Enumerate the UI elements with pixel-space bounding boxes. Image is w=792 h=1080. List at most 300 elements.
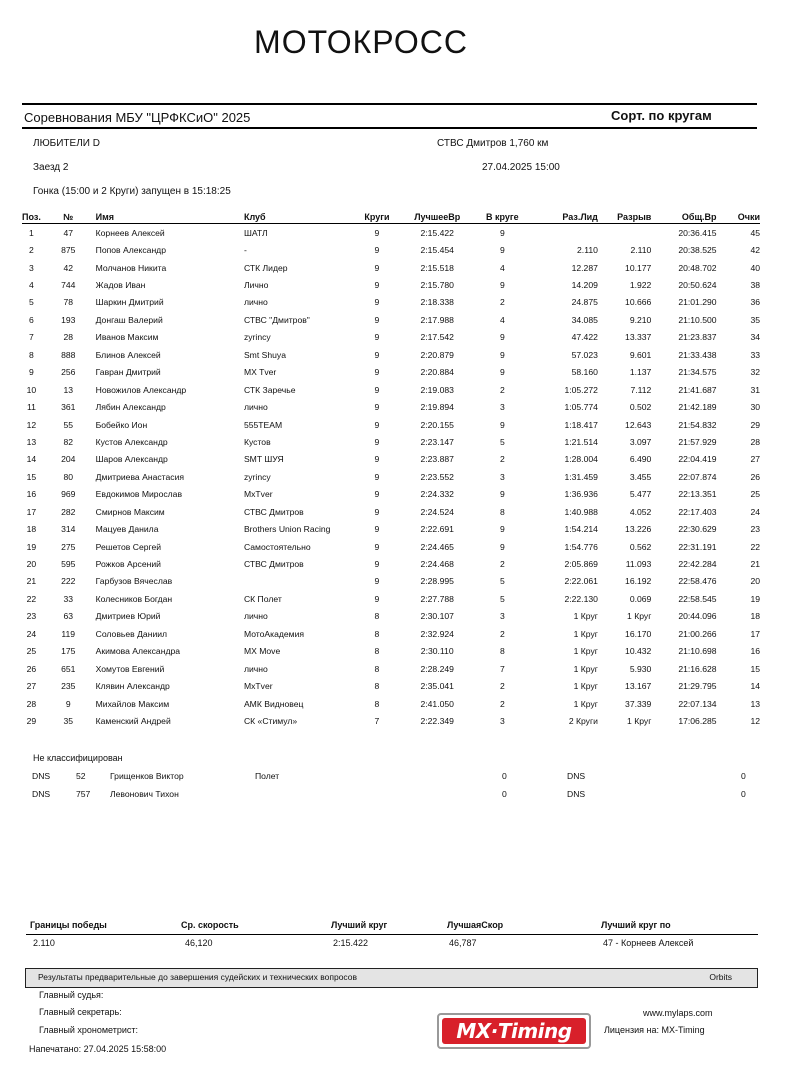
cell-in-lap: 5: [499, 436, 505, 447]
cell-laps: 9: [374, 436, 380, 447]
cell-points: 13: [750, 698, 760, 709]
cell-name: Лябин Александр: [95, 402, 166, 413]
cell-points: 40: [750, 262, 760, 273]
cell-gap: 3.097: [629, 436, 652, 447]
cell-club: лично: [243, 611, 268, 622]
win-margin-label: Границы победы: [30, 920, 107, 930]
cell-name: Гарбузов Вячеслав: [95, 576, 173, 587]
not-classified-label: Не классифицирован: [33, 753, 123, 763]
cell-in-lap: 3: [499, 611, 505, 622]
table-row: [22, 329, 760, 346]
cell-points: 22: [750, 541, 760, 552]
preliminary-notice: Результаты предварительные до завершения судейских и технических вопросов: [38, 972, 358, 982]
cell-total-time: 21:54.832: [678, 419, 717, 430]
cell-name: Жадов Иван: [95, 280, 146, 291]
cell-laps: 9: [374, 367, 380, 378]
cell-number: 42: [63, 262, 74, 273]
cell-pos: 7: [29, 332, 34, 343]
cell-gap-leader: 1 Круг: [573, 663, 598, 674]
dns-name: Грищенков Виктор: [110, 771, 184, 781]
cell-gap-leader: 2:05.869: [564, 559, 598, 570]
cell-in-lap: 8: [499, 646, 505, 657]
cell-pos: 24: [26, 628, 37, 639]
cell-total-time: 20:38.525: [678, 245, 717, 256]
cell-gap-leader: 1 Круг: [573, 611, 598, 622]
cell-number: 55: [63, 419, 74, 430]
cell-gap: [598, 224, 651, 242]
table-row: [22, 398, 760, 415]
cell-best-time: 2:17.542: [420, 332, 454, 343]
cell-pos: 25: [26, 646, 37, 657]
cell-name: Дмитриева Анастасия: [95, 471, 185, 482]
cell-best-time: 2:24.524: [420, 506, 454, 517]
col-points: Очки: [717, 210, 760, 224]
cell-pos: 28: [26, 698, 37, 709]
dns-number: 52: [76, 771, 86, 781]
cell-club: MX Move: [243, 646, 281, 657]
cell-laps: 9: [374, 419, 380, 430]
cell-name: Кустов Александр: [95, 436, 168, 447]
cell-gap: 1.137: [629, 367, 652, 378]
cell-points: 30: [750, 402, 760, 413]
cell-gap-leader: 2:22.130: [564, 593, 598, 604]
cell-points: 12: [750, 715, 760, 726]
cell-points: 36: [750, 297, 760, 308]
cell-club: СК Полет: [243, 593, 282, 604]
cell-total-time: 22:13.351: [678, 489, 717, 500]
cell-total-time: 21:16.628: [678, 663, 717, 674]
table-row: [22, 259, 760, 276]
table-row: [22, 276, 760, 293]
cell-number: 595: [61, 559, 76, 570]
cell-best-time: 2:15.422: [420, 227, 454, 238]
cell-laps: 8: [374, 663, 380, 674]
cell-number: 235: [61, 681, 76, 692]
table-row: [22, 241, 760, 258]
chief-secretary: Главный секретарь:: [39, 1007, 122, 1017]
track-info: СТВС Дмитров 1,760 км: [437, 138, 549, 149]
cell-pos: 11: [26, 402, 36, 413]
cell-name: Молчанов Никита: [95, 262, 167, 273]
col-name: Имя: [96, 210, 244, 224]
cell-laps: 8: [374, 628, 380, 639]
cell-gap-leader: 1:21.514: [564, 436, 598, 447]
cell-best-time: 2:23.887: [420, 454, 454, 465]
col-total-time: Общ.Вр: [651, 210, 716, 224]
dns-gap-leader: DNS: [567, 771, 586, 781]
cell-club: 555TEAM: [243, 419, 283, 430]
table-row: [22, 643, 760, 660]
cell-name: Клявин Александр: [95, 681, 170, 692]
cell-number: 744: [61, 280, 76, 291]
chief-timekeeper: Главный хронометрист:: [39, 1025, 139, 1035]
cell-total-time: 21:10.698: [678, 646, 717, 657]
cell-gap-leader: 1:54.214: [564, 524, 598, 535]
cell-points: 28: [750, 436, 760, 447]
competition-name: Соревнования МБУ "ЦРФКСиО" 2025: [24, 110, 251, 125]
cell-number: 9: [65, 698, 71, 709]
cell-total-time: 21:23.837: [678, 332, 717, 343]
cell-number: 47: [63, 227, 74, 238]
cell-laps: 9: [374, 524, 380, 535]
cell-pos: 5: [29, 297, 34, 308]
cell-name: Смирнов Максим: [95, 506, 165, 517]
cell-best-time: 2:27.788: [420, 593, 454, 604]
cell-gap: 6.490: [629, 454, 652, 465]
cell-total-time: 21:00.266: [678, 628, 717, 639]
page-title: МОТОКРОСС: [254, 24, 468, 60]
cell-total-time: 22:42.284: [678, 559, 717, 570]
cell-number: 80: [63, 471, 74, 482]
cell-number: 204: [61, 454, 76, 465]
cell-pos: 4: [29, 280, 34, 291]
cell-gap-leader: 1:05.272: [564, 384, 598, 395]
cell-number: 275: [61, 541, 76, 552]
cell-best-time: 2:15.780: [420, 280, 454, 291]
cell-number: 361: [61, 402, 76, 413]
cell-laps: 9: [374, 332, 380, 343]
cell-gap: 13.226: [625, 524, 652, 535]
cell-club: СТК Лидер: [243, 262, 288, 273]
cell-club: АМК Видновец: [243, 698, 304, 709]
cell-laps: 8: [374, 646, 380, 657]
cell-total-time: 22:07.134: [678, 698, 717, 709]
cell-points: 26: [750, 471, 760, 482]
table-row: [22, 468, 760, 485]
header-bottom-rule: [22, 127, 757, 129]
cell-laps: 8: [374, 681, 380, 692]
cell-gap-leader: 1:28.004: [564, 454, 598, 465]
cell-number: 28: [63, 332, 74, 343]
cell-name: Дмитриев Юрий: [95, 611, 161, 622]
cell-in-lap: 9: [499, 245, 505, 256]
cell-gap: 0.562: [629, 541, 652, 552]
cell-points: 19: [750, 593, 760, 604]
table-row: [22, 712, 760, 729]
dns-club: Полет: [255, 771, 280, 781]
cell-number: 35: [63, 715, 74, 726]
cell-laps: 9: [374, 297, 380, 308]
cell-number: 282: [61, 506, 76, 517]
cell-gap: 10.432: [625, 646, 652, 657]
cell-best-time: 2:35.041: [420, 681, 454, 692]
cell-points: 24: [750, 506, 760, 517]
dns-status: DNS: [32, 771, 51, 781]
cell-club: MX Tver: [243, 367, 277, 378]
cell-points: 42: [750, 245, 760, 256]
cell-number: 82: [63, 436, 74, 447]
cell-club: Лично: [243, 280, 269, 291]
cell-gap-leader: 1:40.988: [564, 506, 598, 517]
cell-name: Каменский Андрей: [95, 715, 171, 726]
cell-number: 888: [61, 349, 76, 360]
cell-best-time: 2:22.691: [420, 524, 454, 535]
cell-club: СТВС Дмитров: [243, 506, 304, 517]
cell-laps: 9: [374, 227, 380, 238]
table-row: [22, 416, 760, 433]
cell-gap-leader: 2 Круги: [568, 715, 598, 726]
cell-club: Кустов: [243, 436, 271, 447]
header-top-rule: [22, 103, 757, 105]
cell-name: Корнеев Алексей: [95, 227, 165, 238]
cell-gap-leader: [529, 224, 598, 242]
class-name: ЛЮБИТЕЛИ D: [33, 138, 100, 149]
cell-gap-leader: 1:05.774: [564, 402, 598, 413]
cell-best-time: 2:20.879: [420, 349, 454, 360]
table-row: [22, 660, 760, 677]
cell-total-time: 20:36.415: [678, 227, 717, 238]
cell-laps: 9: [374, 280, 380, 291]
cell-number: 875: [61, 245, 76, 256]
col-gap: Разрыв: [598, 210, 651, 224]
cell-best-time: 2:19.083: [420, 384, 454, 395]
table-row: [22, 503, 760, 520]
cell-best-time: 2:30.110: [420, 646, 454, 657]
table-row: [22, 224, 760, 242]
cell-pos: 2: [29, 245, 34, 256]
table-row: [22, 695, 760, 712]
best-speed-label: ЛучшаяСкор: [447, 920, 504, 930]
cell-best-time: 2:18.338: [420, 297, 454, 308]
cell-laps: 9: [374, 559, 380, 570]
cell-pos: 29: [26, 715, 37, 726]
cell-pos: 12: [26, 419, 37, 430]
table-row: [22, 433, 760, 450]
cell-best-time: 2:30.107: [420, 611, 454, 622]
cell-name: Мацуев Данила: [95, 524, 159, 535]
cell-name: Михайлов Максим: [95, 698, 170, 709]
cell-best-time: 2:24.468: [420, 559, 454, 570]
cell-laps: 9: [374, 454, 380, 465]
cell-gap: 16.192: [625, 576, 652, 587]
preliminary-notice-bar: [25, 968, 758, 988]
cell-gap: 16.170: [625, 628, 652, 639]
best-speed-value: 46,787: [449, 938, 477, 948]
heat-label: Заезд 2: [33, 162, 69, 173]
cell-club: СТК Заречье: [243, 384, 296, 395]
cell-in-lap: 5: [499, 576, 505, 587]
cell-name: Хомутов Евгений: [95, 663, 165, 674]
dns-points: 0: [741, 771, 746, 781]
cell-in-lap: 9: [499, 524, 505, 535]
cell-in-lap: 9: [499, 489, 505, 500]
cell-club: zyrincy: [243, 471, 271, 482]
cell-total-time: 21:01.290: [678, 297, 717, 308]
table-row: [22, 311, 760, 328]
cell-points: 31: [750, 384, 760, 395]
cell-club: Smt Shuya: [243, 349, 286, 360]
cell-points: 15: [750, 663, 760, 674]
col-laps: Круги: [355, 210, 398, 224]
col-in-lap: В круге: [476, 210, 529, 224]
cell-gap: 13.337: [625, 332, 652, 343]
col-pos: Поз.: [22, 211, 41, 222]
cell-gap-leader: 1:31.459: [564, 471, 598, 482]
cell-pos: 9: [29, 367, 34, 378]
cell-best-time: 2:17.988: [420, 314, 454, 325]
table-row: [22, 590, 760, 607]
best-lap-value: 2:15.422: [333, 938, 369, 948]
cell-pos: 8: [29, 349, 34, 360]
cell-laps: 9: [374, 489, 380, 500]
cell-points: 34: [750, 332, 760, 343]
cell-in-lap: 8: [499, 506, 505, 517]
cell-pos: 14: [26, 454, 37, 465]
cell-total-time: 22:58.476: [678, 576, 717, 587]
cell-pos: 3: [29, 262, 34, 273]
cell-gap-leader: 1 Круг: [573, 646, 598, 657]
avg-speed-label: Ср. скорость: [181, 920, 239, 930]
cell-club: Самостоятельно: [243, 541, 311, 552]
cell-total-time: 20:44.096: [678, 611, 717, 622]
cell-in-lap: 7: [499, 663, 505, 674]
cell-total-time: 21:57.929: [678, 436, 717, 447]
cell-laps: 8: [374, 611, 380, 622]
cell-in-lap: 9: [499, 419, 505, 430]
cell-total-time: 22:04.419: [678, 454, 717, 465]
table-row: [22, 294, 760, 311]
cell-in-lap: 9: [499, 541, 505, 552]
cell-laps: 9: [374, 471, 380, 482]
cell-number: 78: [63, 297, 74, 308]
cell-pos: 17: [26, 506, 37, 517]
cell-club: СТВС Дмитров: [243, 559, 304, 570]
cell-best-time: 2:15.454: [420, 245, 454, 256]
best-lap-label: Лучший круг: [331, 920, 388, 930]
cell-gap: 7.112: [630, 384, 652, 395]
cell-gap-leader: 57.023: [571, 349, 598, 360]
cell-gap-leader: 1:36.936: [564, 489, 598, 500]
cell-club: -: [243, 245, 247, 256]
cell-name: Решетов Сергей: [95, 541, 162, 552]
cell-gap-leader: 1 Круг: [573, 698, 598, 709]
cell-gap: 12.643: [625, 419, 652, 430]
cell-in-lap: 5: [499, 593, 505, 604]
cell-gap: 10.177: [625, 262, 652, 273]
cell-gap: 0.069: [629, 593, 652, 604]
table-row: [22, 346, 760, 363]
cell-number: 314: [61, 524, 76, 535]
cell-name: Попов Александр: [95, 245, 166, 256]
sort-mode: Сорт. по кругам: [611, 108, 712, 123]
cell-number: 256: [61, 367, 76, 378]
cell-name: Блинов Алексей: [95, 349, 161, 360]
cell-total-time: 21:29.795: [678, 681, 717, 692]
cell-name: Новожилов Александр: [95, 384, 187, 395]
cell-total-time: 22:58.545: [678, 593, 717, 604]
cell-club: лично: [243, 663, 268, 674]
table-row: [22, 520, 760, 537]
website-link[interactable]: www.mylaps.com: [643, 1008, 713, 1018]
cell-in-lap: 2: [499, 384, 505, 395]
cell-club: [244, 573, 355, 590]
cell-gap: 9.601: [629, 349, 652, 360]
cell-in-lap: 2: [499, 681, 505, 692]
cell-gap-leader: 1 Круг: [573, 681, 598, 692]
cell-gap: 5.477: [629, 489, 652, 500]
cell-pos: 10: [26, 384, 37, 395]
table-row: [22, 625, 760, 642]
mx-timing-logo-text: MX·Timing: [442, 1018, 586, 1044]
cell-gap: 3.455: [629, 471, 652, 482]
cell-points: 25: [750, 489, 760, 500]
cell-best-time: 2:24.465: [420, 541, 454, 552]
table-row: [22, 538, 760, 555]
cell-in-lap: 9: [499, 227, 505, 238]
dns-points: 0: [741, 788, 746, 799]
cell-pos: 22: [26, 593, 37, 604]
cell-total-time: 20:48.702: [678, 262, 717, 273]
cell-name: Колесников Богдан: [95, 593, 173, 604]
results-header-row: [22, 210, 760, 224]
cell-number: 119: [61, 628, 76, 639]
cell-number: 63: [63, 611, 74, 622]
cell-club: СТВС "Дмитров": [243, 314, 310, 325]
cell-gap: 11.093: [625, 559, 652, 570]
best-lap-by-value: 47 - Корнеев Алексей: [603, 938, 694, 948]
cell-in-lap: 3: [499, 402, 505, 413]
orbits-label: Orbits: [709, 972, 732, 982]
cell-gap: 2.110: [630, 245, 652, 256]
cell-points: 21: [750, 559, 760, 570]
cell-best-time: 2:19.894: [420, 402, 454, 413]
cell-laps: 9: [374, 245, 380, 256]
cell-in-lap: 3: [499, 471, 505, 482]
cell-pos: 27: [26, 681, 37, 692]
cell-points: 33: [750, 349, 760, 360]
cell-best-time: 2:22.349: [420, 715, 454, 726]
cell-pos: 23: [26, 611, 37, 622]
cell-gap: 5.930: [629, 663, 652, 674]
cell-pos: 6: [29, 314, 34, 325]
cell-points: 20: [750, 576, 760, 587]
cell-gap: 1 Круг: [627, 715, 652, 726]
cell-best-time: 2:28.995: [420, 576, 454, 587]
cell-best-time: 2:20.884: [420, 367, 454, 378]
cell-total-time: 21:42.189: [678, 402, 717, 413]
cell-best-time: 2:23.147: [420, 436, 454, 447]
cell-gap-leader: 2.110: [577, 245, 598, 256]
cell-name: Рожков Арсений: [95, 559, 161, 570]
table-row: [22, 573, 760, 590]
cell-total-time: 21:41.687: [678, 384, 717, 395]
cell-club: Brothers Union Racing: [243, 524, 331, 535]
cell-gap: 37.339: [625, 698, 652, 709]
cell-name: Шаркин Дмитрий: [95, 297, 164, 308]
dns-name: Левонович Тихон: [110, 788, 179, 799]
cell-pos: 13: [26, 436, 37, 447]
cell-name: Донгаш Валерий: [95, 314, 163, 325]
cell-number: 13: [63, 384, 74, 395]
cell-in-lap: 4: [499, 262, 505, 273]
cell-name: Гавран Дмитрий: [95, 367, 161, 378]
cell-club: zyrincy: [243, 332, 271, 343]
chief-judge: Главный судья:: [39, 990, 104, 1000]
cell-best-time: 2:32.924: [420, 628, 454, 639]
cell-laps: 9: [374, 349, 380, 360]
cell-club: ШАТЛ: [243, 227, 268, 238]
cell-gap: 13.167: [625, 681, 652, 692]
cell-number: 969: [61, 489, 76, 500]
cell-name: Соловьев Даниил: [95, 628, 168, 639]
cell-total-time: 22:31.191: [678, 541, 717, 552]
cell-in-lap: 9: [499, 280, 505, 291]
cell-name: Иванов Максим: [95, 332, 159, 343]
cell-club: МотоАкадемия: [243, 628, 305, 639]
cell-pos: 16: [26, 489, 37, 500]
dns-laps: 0: [502, 788, 507, 799]
cell-best-time: 2:41.050: [420, 698, 454, 709]
